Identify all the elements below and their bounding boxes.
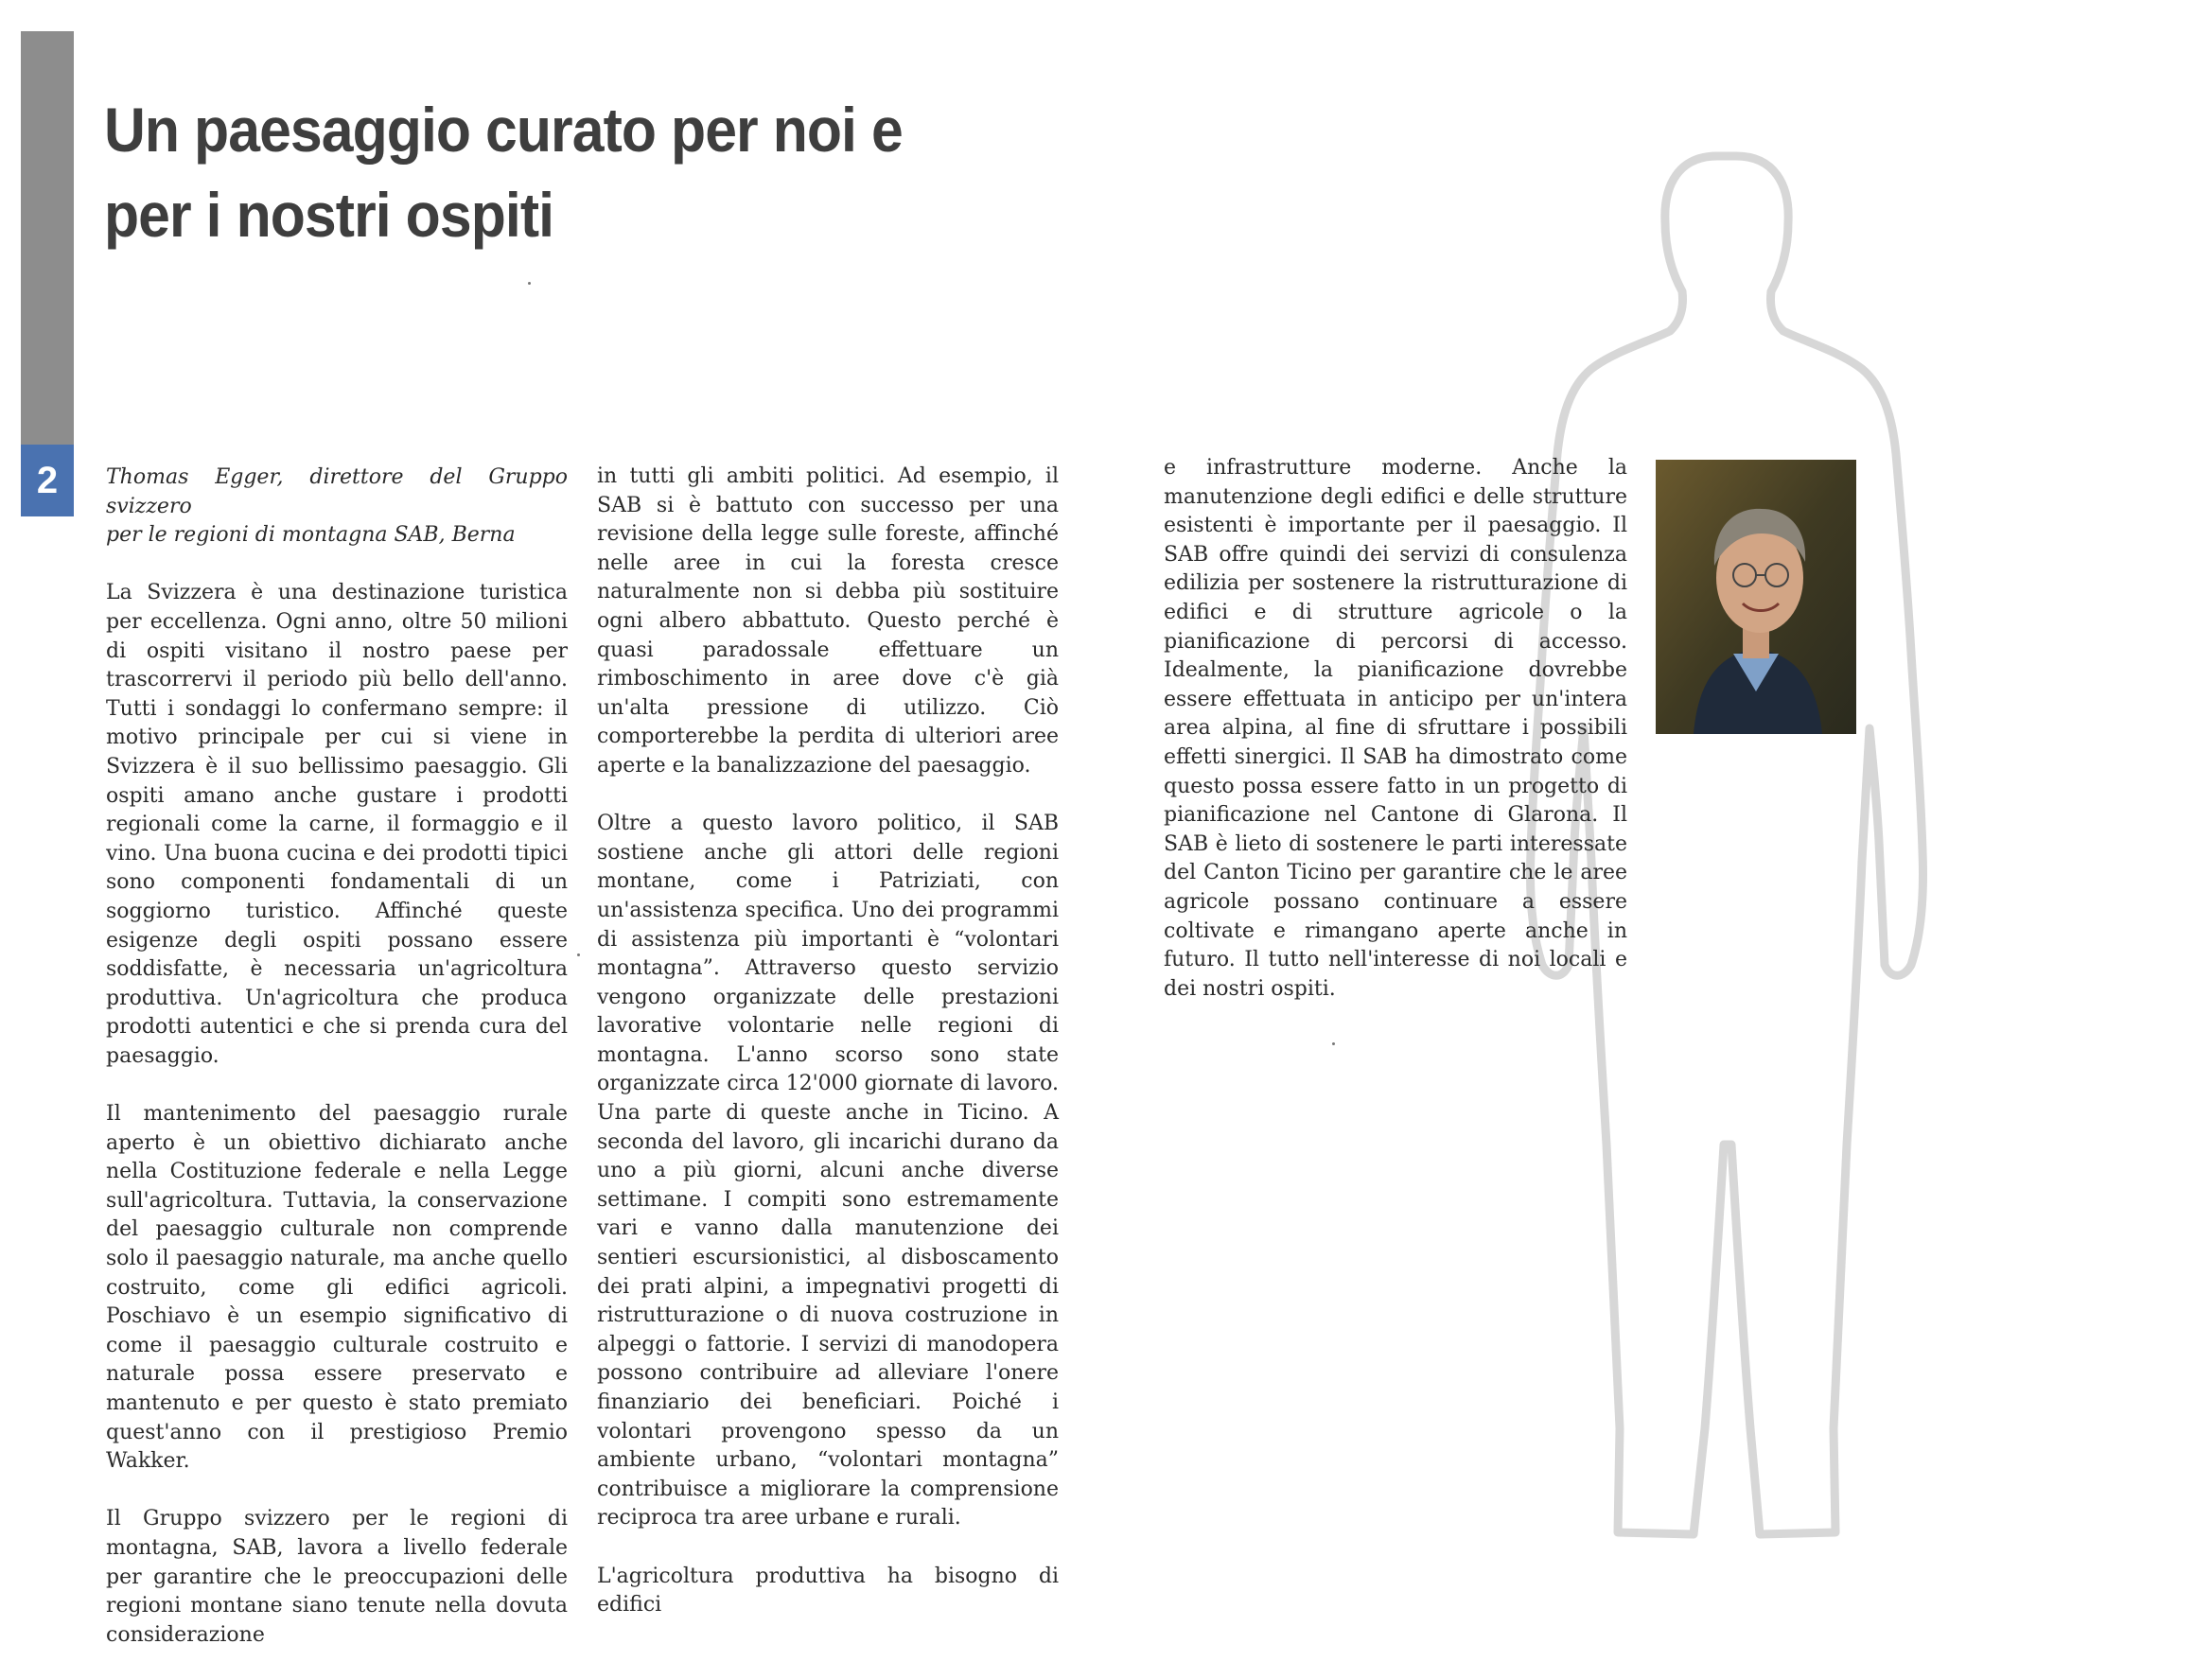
side-color-bar (21, 31, 74, 445)
paragraph-6: L'agricoltura produttiva ha bisogno di edifici (597, 1564, 1059, 1618)
byline-line-2: per le regioni di montagna SAB, Berna (106, 523, 516, 548)
paragraph-7: e infrastrutture moderne. Anche la manutenzione degli edifici e delle strutture esistenti è importante per il paesaggio. Il SAB offre quindi dei servizi di consulenza edilizia per sostenere la ristrutturazione di edifici e di strutture agricole o la pianificazione di percorsi di accesso. Idealmente, la pianificazione dovrebbe essere effettuata in anticipo per un'intera area alpina, al fine di sfruttare i possibili effetti sinergici. Il SAB ha dimostrato come questo possa essere fatto in un progetto di pianificazione nel Cantone di Glarona. Il SAB è lieto di sostenere le parti interessate del Canton Ticino per garantire che le aree agricole possano continuare a essere coltivate e rimangano aperte anche in futuro. Il tutto nell'interesse di noi locali e dei nostri ospiti. (1164, 456, 1627, 1001)
text-column-2 (597, 463, 1059, 1649)
text-column-1 (106, 463, 568, 1679)
text-column-3 (1164, 454, 1627, 1033)
print-speck (1332, 1042, 1335, 1045)
byline-line-1: Thomas Egger, direttore del Gruppo svizzero (106, 465, 568, 518)
paragraph-4: in tutti gli ambiti politici. Ad esempio, il SAB si è battuto con successo per una revisione della legge sulle foreste, affinché nelle aree in cui la foresta cresce naturalmente non si debba più sostituire ogni albero abbattuto. Questo perché è quasi paradossale effettuare un rimboschimento in aree dove c'è già un'alta pressione di utilizzo. Ciò comporterebbe la perdita di ulteriori aree aperte e la banalizzazione del paesaggio. (597, 464, 1059, 778)
paragraph-3: Il Gruppo svizzero per le regioni di montagna, SAB, lavora a livello federale per garantire che le preoccupazioni delle regioni montane siano tenute nella dovuta considerazione (106, 1507, 568, 1647)
page-number-tab (21, 445, 74, 516)
page-number: 2 (36, 459, 59, 501)
title-line-2: per i nostri ospiti (104, 180, 554, 250)
title-line-1: Un paesaggio curato per noi e (104, 95, 903, 165)
author-byline (106, 463, 568, 551)
article-title (104, 87, 974, 257)
paragraph-1: La Svizzera è una destinazione turistica per eccellenza. Ogni anno, oltre 50 milioni di ospiti visitano il nostro paese per trascorrervi il periodo più bello dell'anno. Tutti i sondaggi lo confermano sempre: il motivo principale per cui si viene in Svizzera è il suo bellissimo paesaggio. Gli ospiti amano anche gustare i prodotti regionali come la carne, il formaggio e il vino. Una buona cucina e dei prodotti tipici sono componenti fondamentali di un soggiorno turistico. Affinché queste esigenze degli ospiti possano essere soddisfatte, è necessaria un'agricoltura produttiva. Un'agricoltura che produca prodotti autentici e che si prenda cura del paesaggio. (106, 581, 568, 1068)
print-speck (577, 953, 580, 956)
paragraph-2: Il mantenimento del paesaggio rurale aperto è un obiettivo dichiarato anche nella Costituzione federale e nella Legge sull'agricoltura. Tuttavia, la conservazione del paesaggio culturale non comprende solo il paesaggio naturale, ma anche quello costruito, come gli edifici agricoli. Poschiavo è un esempio significativo di come il paesaggio culturale costruito e naturale possa essere preservato e mantenuto e per questo è stato premiato quest'anno con il prestigioso Premio Wakker. (106, 1102, 568, 1474)
author-portrait-photo (1656, 460, 1856, 734)
print-speck (528, 282, 531, 285)
paragraph-5: Oltre a questo lavoro politico, il SAB sostiene anche gli attori delle regioni montane, come i Patriziati, con un'assistenza specifica. Uno dei programmi di assistenza più importanti è “volontari montagna”. Attraverso questo servizio vengono organizzate delle prestazioni lavorative volontarie nelle regioni di montagna. L'anno scorso sono state organizzate circa 12'000 giornate di lavoro. Una parte di queste anche in Ticino. A seconda del lavoro, gli incarichi durano da uno a più giorni, alcuni anche diverse settimane. I compiti sono estremamente vari e vanno dalla manutenzione dei sentieri escursionistici, al disboscamento dei prati alpini, a impegnativi progetti di ristrutturazione o di nuova costruzione in alpeggi o fattorie. I servizi di manodopera possono contribuire ad alleviare l'onere finanziario dei beneficiari. Poiché i volontari provengono spesso da un ambiente urbano, “volontari montagna” contribuisce a migliorare la comprensione reciproca tra aree urbane e rurali. (597, 812, 1059, 1530)
